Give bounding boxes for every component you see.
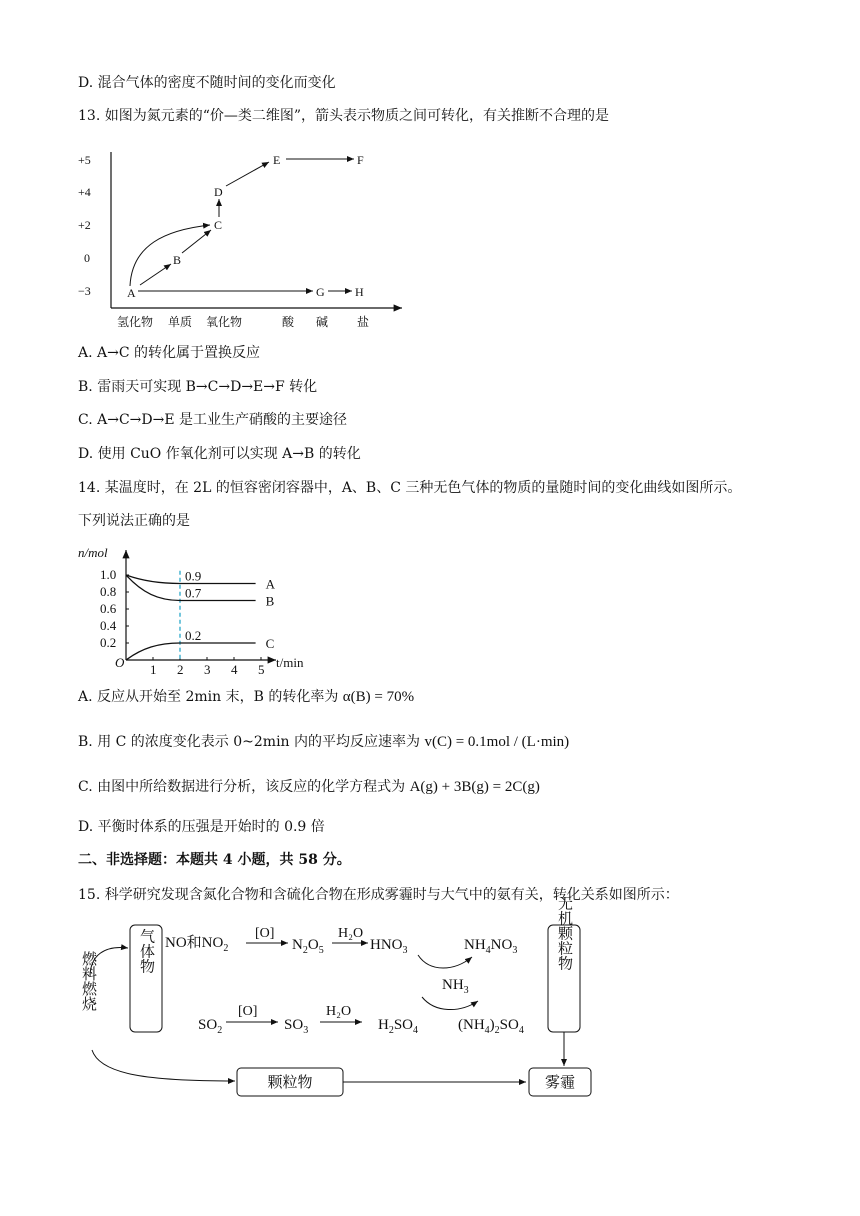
so2-label: $SO_2$ <box>198 1017 223 1036</box>
point-g: G <box>316 285 325 299</box>
amount-time-chart <box>70 540 330 675</box>
q14-option-b <box>78 732 569 752</box>
q15-stem: 15. 科学研究发现含氮化合物和含硫化合物在形成雾霾时与大气中的氨有关，转化关系如图所示： <box>78 887 679 903</box>
y-tick-plus2: +2 <box>78 218 91 232</box>
point-f: F <box>357 153 364 167</box>
q14-option-b-text: B. 用 C 的浓度变化表示 0~2min 内的平均反应速率为 <box>78 734 421 750</box>
h2so4-label: $H_2SO_4$ <box>378 1017 419 1036</box>
x-tick-label: 5 <box>258 662 265 677</box>
x-label-element: 单质 <box>168 315 193 329</box>
arrow-a-c <box>130 225 210 286</box>
q14-option-a-text: A. 反应从开始至 2min 末，B 的转化率为 <box>78 689 339 705</box>
series-name-B: B <box>265 593 275 609</box>
value-label-C: 0.2 <box>185 628 202 643</box>
x-label-salt: 盐 <box>357 315 370 329</box>
point-d: D <box>214 185 223 199</box>
x-axis-label: t/min <box>276 655 304 670</box>
x-tick-label: 1 <box>150 662 157 677</box>
y-tick-label: 0.2 <box>100 635 117 650</box>
hno3-label: $HNO_3$ <box>370 937 408 956</box>
value-label-A: 0.9 <box>185 568 202 584</box>
y-tick-minus3: −3 <box>78 284 91 298</box>
q13-option-c: C. A→C→D→E 是工业生产硝酸的主要途径 <box>78 412 348 428</box>
y-tick-0: 0 <box>84 251 90 265</box>
so3-label: $SO_3$ <box>284 1017 309 1036</box>
point-b: B <box>173 253 182 267</box>
x-tick-label: 4 <box>231 662 238 677</box>
q14-option-d: D. 平衡时体系的压强是开始时的 0.9 倍 <box>78 819 325 835</box>
nh3-curve-arrow <box>418 955 472 968</box>
oxidant-2: [O] <box>238 1004 258 1019</box>
y-tick-label: 0.4 <box>100 618 117 633</box>
water-2: H₂O <box>326 1004 352 1019</box>
q12-option-d: D. 混合气体的密度不随时间的变化而变化 <box>78 75 336 91</box>
x-label-acid: 酸 <box>282 315 295 329</box>
x-label-base: 碱 <box>316 315 329 329</box>
y-tick-plus4: +4 <box>78 185 91 199</box>
q14-option-a-formula: α(B) = 70% <box>342 689 415 705</box>
q13-option-b: B. 雷雨天可实现 B→C→D→E→F 转化 <box>78 379 318 395</box>
arrow-b-c <box>182 230 211 253</box>
gas-box-label: 气体物 <box>138 928 154 974</box>
q14-option-c <box>78 777 540 797</box>
q14-option-c-text: C. 由图中所给数据进行分析，该反应的化学方程式为 <box>78 779 406 795</box>
x-tick-label: 3 <box>204 662 211 677</box>
arrow-d-e <box>226 162 269 186</box>
y-axis-label: n/mol <box>78 545 108 560</box>
particles-box-label: 颗粒物 <box>267 1075 313 1091</box>
series-line-C <box>126 643 256 660</box>
nh4no3-label: $NH_4NO_3$ <box>464 937 518 956</box>
fuel-to-particles-arrow <box>92 1050 235 1081</box>
inorganic-box-label: 无机颗粒物 <box>556 895 572 971</box>
nh3-label: $NH_3$ <box>442 977 469 996</box>
origin-label: O <box>115 655 125 670</box>
q14-stem: 14. 某温度时，在 2L 的恒容密闭容器中，A、B、C 三种无色气体的物质的量随时间的变化曲线如图所示。 <box>78 480 742 496</box>
q13-stem: 13. 如图为氮元素的“价—类二维图”，箭头表示物质之间可转化，有关推断不合理的是 <box>78 108 610 124</box>
q13-option-d: D. 使用 CuO 作氧化剂可以实现 A→B 的转化 <box>78 446 361 462</box>
y-tick-label: 0.8 <box>100 584 117 599</box>
value-label-B: 0.7 <box>185 585 202 601</box>
water-1: H₂O <box>338 926 364 941</box>
fuel-burning-label: 燃料燃烧 <box>80 951 96 1011</box>
nh42so4-label: $(NH_4)_2SO_4$ <box>458 1017 524 1036</box>
x-label-oxide: 氧化物 <box>206 315 243 329</box>
oxidant-1: [O] <box>255 926 275 941</box>
q14-option-c-formula: A(g) + 3B(g) = 2C(g) <box>409 779 540 795</box>
point-c: C <box>214 218 223 232</box>
haze-box-label: 雾霾 <box>544 1075 576 1091</box>
series-name-A: A <box>265 576 275 592</box>
point-h: H <box>355 285 364 299</box>
y-tick-plus5: +5 <box>78 153 91 167</box>
point-a: A <box>127 286 136 300</box>
n2o5-label: $N_2O_5$ <box>292 937 324 956</box>
nitrogen-valence-diagram <box>70 140 410 332</box>
arrow-a-b <box>140 264 171 285</box>
y-tick-label: 0.6 <box>100 601 117 616</box>
q13-option-a: A. A→C 的转化属于置换反应 <box>78 345 261 361</box>
x-tick-label: 2 <box>177 662 184 677</box>
q14-option-a <box>78 687 414 707</box>
series-name-C: C <box>265 636 275 651</box>
nh3-curve-arrow-2 <box>422 997 478 1010</box>
no-no2-label: NO和$NO_2$ <box>165 935 229 954</box>
x-label-hydride: 氢化物 <box>117 315 154 329</box>
q14-option-b-formula: v(C) = 0.1mol / (L·min) <box>424 734 570 750</box>
q14-stem-cont: 下列说法正确的是 <box>78 513 190 529</box>
y-tick-label: 1.0 <box>100 567 117 582</box>
haze-formation-diagram <box>70 895 600 1110</box>
point-e: E <box>273 153 281 167</box>
section-heading: 二、非选择题：本题共 4 小题，共 58 分。 <box>78 852 351 868</box>
